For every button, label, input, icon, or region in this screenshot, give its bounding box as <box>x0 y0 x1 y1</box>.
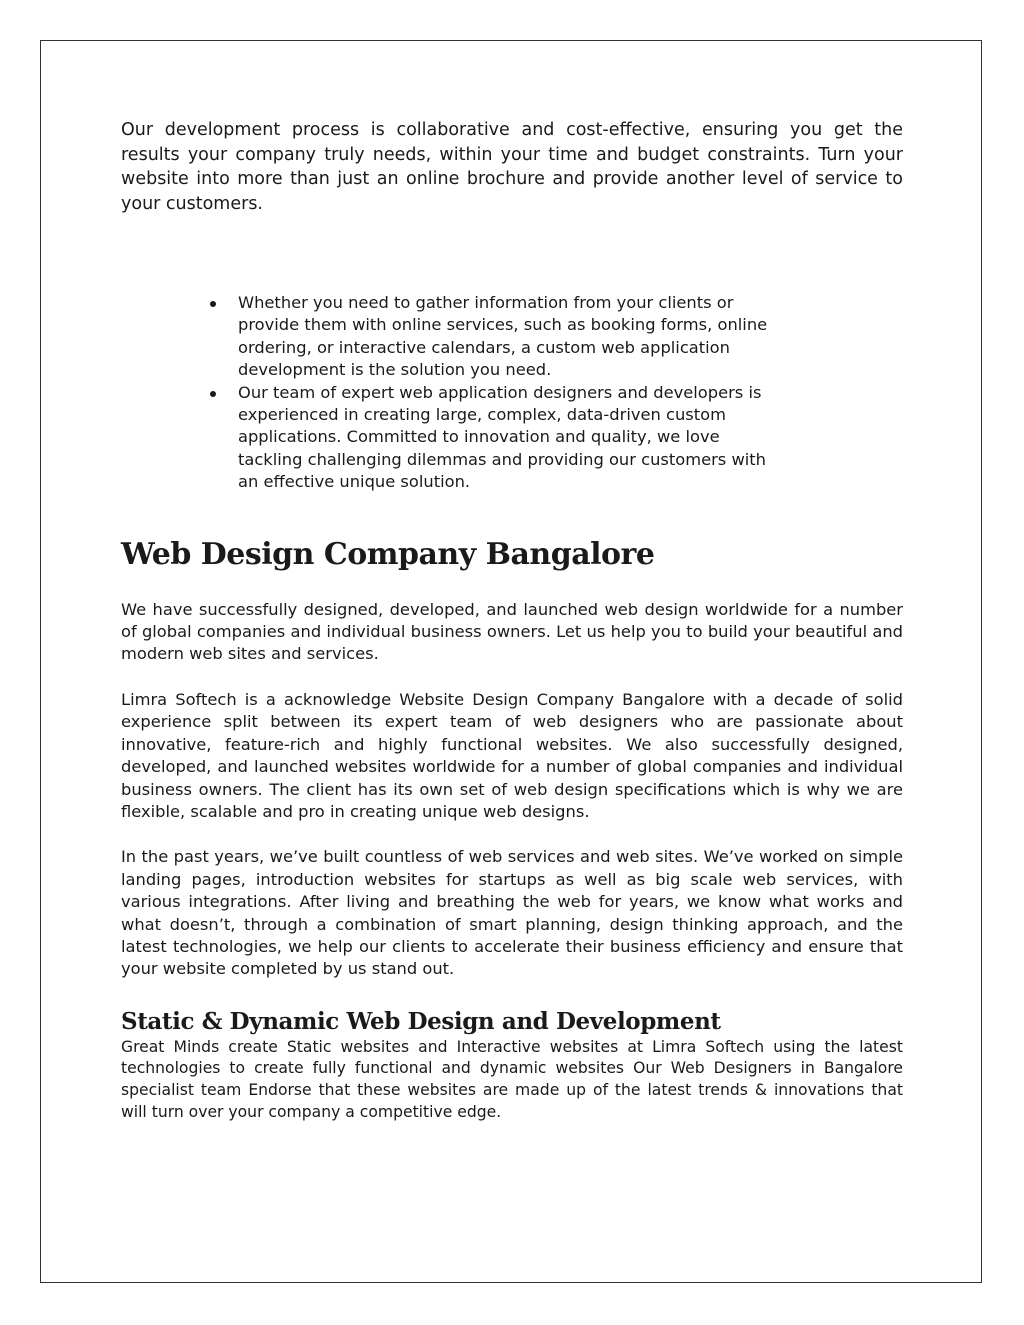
bullet-icon <box>210 301 216 307</box>
bullet-icon <box>210 391 216 397</box>
list-item-text: Our team of expert web application designers and developers is experienced in creating large, complex, data-driven custom applications. Committed to innovation and quality, we love tackling challenging dilemmas and providing our customers with an effective unique solution. <box>238 382 766 492</box>
list-item <box>238 382 786 494</box>
section-heading-web-design: Web Design Company Bangalore <box>121 536 655 572</box>
bullet-list <box>121 292 786 494</box>
web-design-paragraph: In the past years, we’ve built countless of web services and web sites. We’ve worked on simple landing pages, introduction websites for startups as well as big scale web services, with various integrations. After living and breathing the web for years, we know what works and what doesn’t, through a combination of smart planning, design thinking approach, and the latest technologies, we help our clients to accelerate their business efficiency and ensure that your website completed by us stand out. <box>121 847 903 979</box>
list-item-text: Whether you need to gather information from your clients or provide them with online services, such as booking forms, online ordering, or interactive calendars, a custom web application development is the solution you need. <box>238 293 768 380</box>
document-body <box>121 118 903 1123</box>
section-heading-static-dynamic: Static & Dynamic Web Design and Development <box>121 1007 721 1035</box>
list-item <box>238 292 786 382</box>
web-design-paragraph: Limra Softech is a acknowledge Website Design Company Bangalore with a decade of solid experience split between its expert team of web designers who are passionate about innovative, feature-rich and highly functional websites. We also successfully designed, developed, and launched websites worldwide for a number of global companies and individual business owners. The client has its own set of web design specifications which is why we are flexible, scalable and pro in creating unique web designs. <box>121 689 903 821</box>
static-dynamic-paragraph: Great Minds create Static websites and Interactive websites at Limra Softech using the latest technologies to create fully functional and dynamic websites Our Web Designers in Bangalore specialist team Endorse that these websites are made up of the latest trends & innovations that will turn over your company a competitive edge. <box>121 1037 903 1121</box>
web-design-paragraph: We have successfully designed, developed, and launched web design worldwide for a number of global companies and individual business owners. Let us help you to build your beautiful and modern web sites and services. <box>121 599 903 664</box>
intro-paragraph: Our development process is collaborative and cost-effective, ensuring you get the results your company truly needs, within your time and budget constraints. Turn your website into more than just an online brochure and provide another level of service to your customers. <box>121 120 903 214</box>
